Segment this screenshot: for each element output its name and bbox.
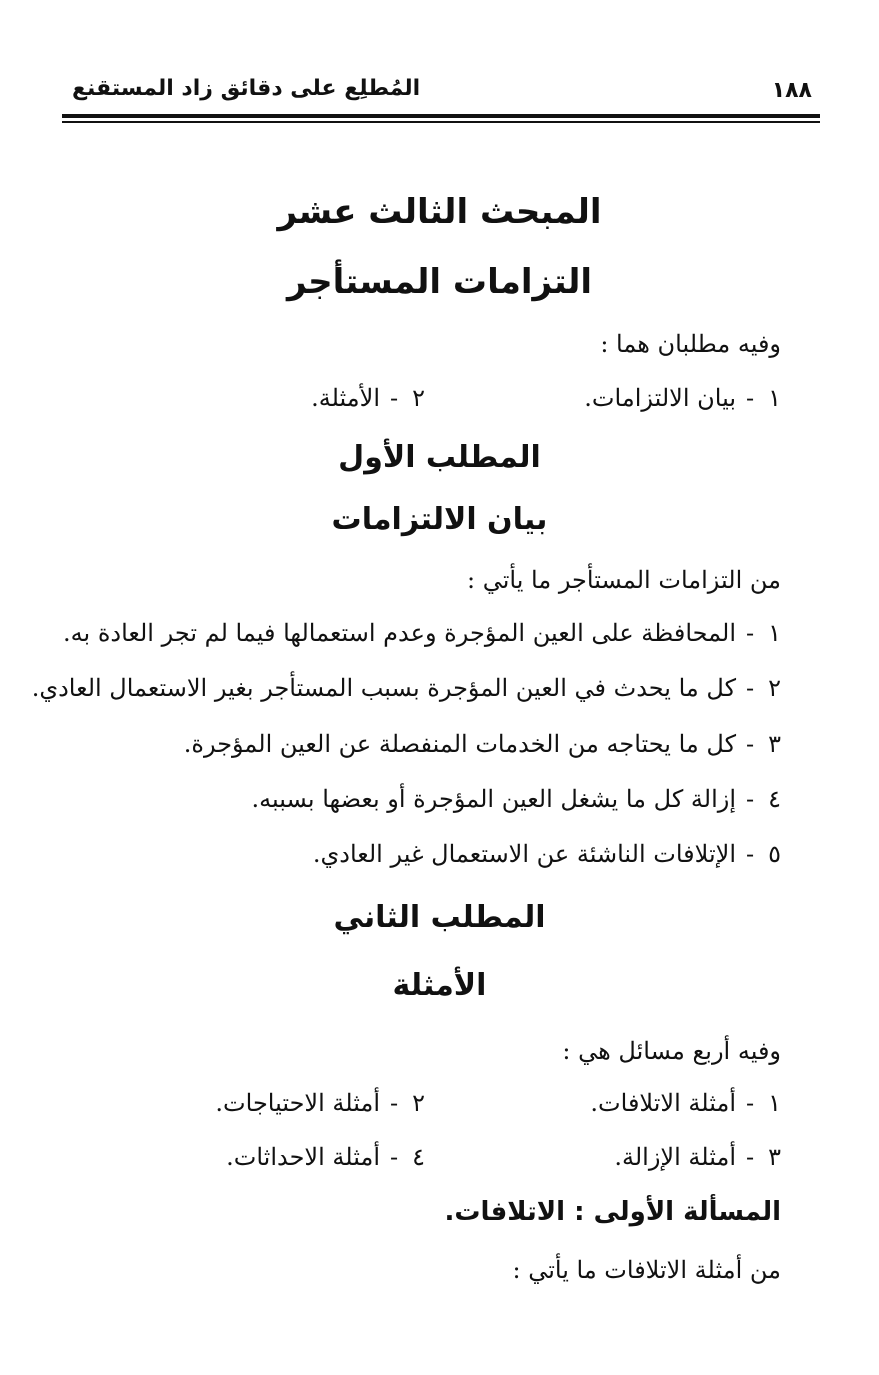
item-number: ٢ <box>412 384 425 412</box>
part1-subtitle: بيان الالتزامات <box>331 502 548 537</box>
running-header <box>62 72 820 112</box>
part2-lead: وفيه أربع مسائل هي : <box>562 1037 781 1065</box>
part1-title: المطلب الأول <box>338 440 541 475</box>
item-text: بيان الالتزامات. <box>584 384 736 412</box>
intro-text: وفيه مطلبان هما : <box>600 330 781 358</box>
list-item: ٤-أمثلة الاحداثات. <box>226 1143 425 1171</box>
list-item: ٣-كل ما يحتاجه من الخدمات المنفصلة عن العين المؤجرة. <box>183 730 781 758</box>
item-number: ٤ <box>412 1143 425 1171</box>
list-item: ١-بيان الالتزامات. <box>584 384 781 412</box>
item-number: ٣ <box>768 730 781 758</box>
list-item: ٣-أمثلة الإزالة. <box>614 1143 781 1171</box>
part1-lead: من التزامات المستأجر ما يأتي : <box>467 566 781 594</box>
part2-title: المطلب الثاني <box>333 900 546 935</box>
item-text: الأمثلة. <box>311 384 380 412</box>
item-number: ١ <box>768 619 781 647</box>
item-text: الإتلافات الناشئة عن الاستعمال غير العادي. <box>312 840 736 868</box>
item-text: أمثلة الاتلافات. <box>590 1089 736 1117</box>
list-item: ٢-كل ما يحدث في العين المؤجرة بسبب المستأجر بغير الاستعمال العادي. <box>31 674 781 702</box>
item-number: ١ <box>768 1089 781 1117</box>
issue1-lead: من أمثلة الاتلافات ما يأتي : <box>512 1256 781 1284</box>
item-number: ٤ <box>768 785 781 813</box>
item-text: أمثلة الإزالة. <box>614 1143 736 1171</box>
list-item: ١-المحافظة على العين المؤجرة وعدم استعمالها فيما لم تجر العادة به. <box>63 619 781 647</box>
issue1-title: المسألة الأولى : الاتلافات. <box>444 1197 781 1227</box>
header-rule-thin <box>62 121 820 123</box>
list-item: ٢-أمثلة الاحتياجات. <box>215 1089 425 1117</box>
item-number: ٢ <box>768 674 781 702</box>
list-item: ٤-إزالة كل ما يشغل العين المؤجرة أو بعضها بسببه. <box>251 785 781 813</box>
page-number: ١٨٨ <box>771 78 812 103</box>
list-item: ٢-الأمثلة. <box>311 384 425 412</box>
item-number: ٣ <box>768 1143 781 1171</box>
item-text: كل ما يحتاجه من الخدمات المنفصلة عن العين المؤجرة. <box>183 730 736 758</box>
item-number: ٥ <box>768 840 781 868</box>
item-text: كل ما يحدث في العين المؤجرة بسبب المستأجر بغير الاستعمال العادي. <box>31 674 736 702</box>
part2-subtitle: الأمثلة <box>392 968 487 1003</box>
item-number: ٢ <box>412 1089 425 1117</box>
section-subtitle: التزامات المستأجر <box>286 262 593 302</box>
list-item: ٥-الإتلافات الناشئة عن الاستعمال غير العادي. <box>312 840 781 868</box>
list-item: ١-أمثلة الاتلافات. <box>590 1089 781 1117</box>
section-title: المبحث الثالث عشر <box>277 192 602 232</box>
item-number: ١ <box>768 384 781 412</box>
book-title: المُطلِع على دقائق زاد المستقنع <box>72 76 421 101</box>
header-rule-thick <box>62 114 820 118</box>
item-text: أمثلة الاحتياجات. <box>215 1089 380 1117</box>
item-text: أمثلة الاحداثات. <box>226 1143 380 1171</box>
item-text: المحافظة على العين المؤجرة وعدم استعمالها فيما لم تجر العادة به. <box>63 619 736 647</box>
item-text: إزالة كل ما يشغل العين المؤجرة أو بعضها بسببه. <box>251 785 736 813</box>
